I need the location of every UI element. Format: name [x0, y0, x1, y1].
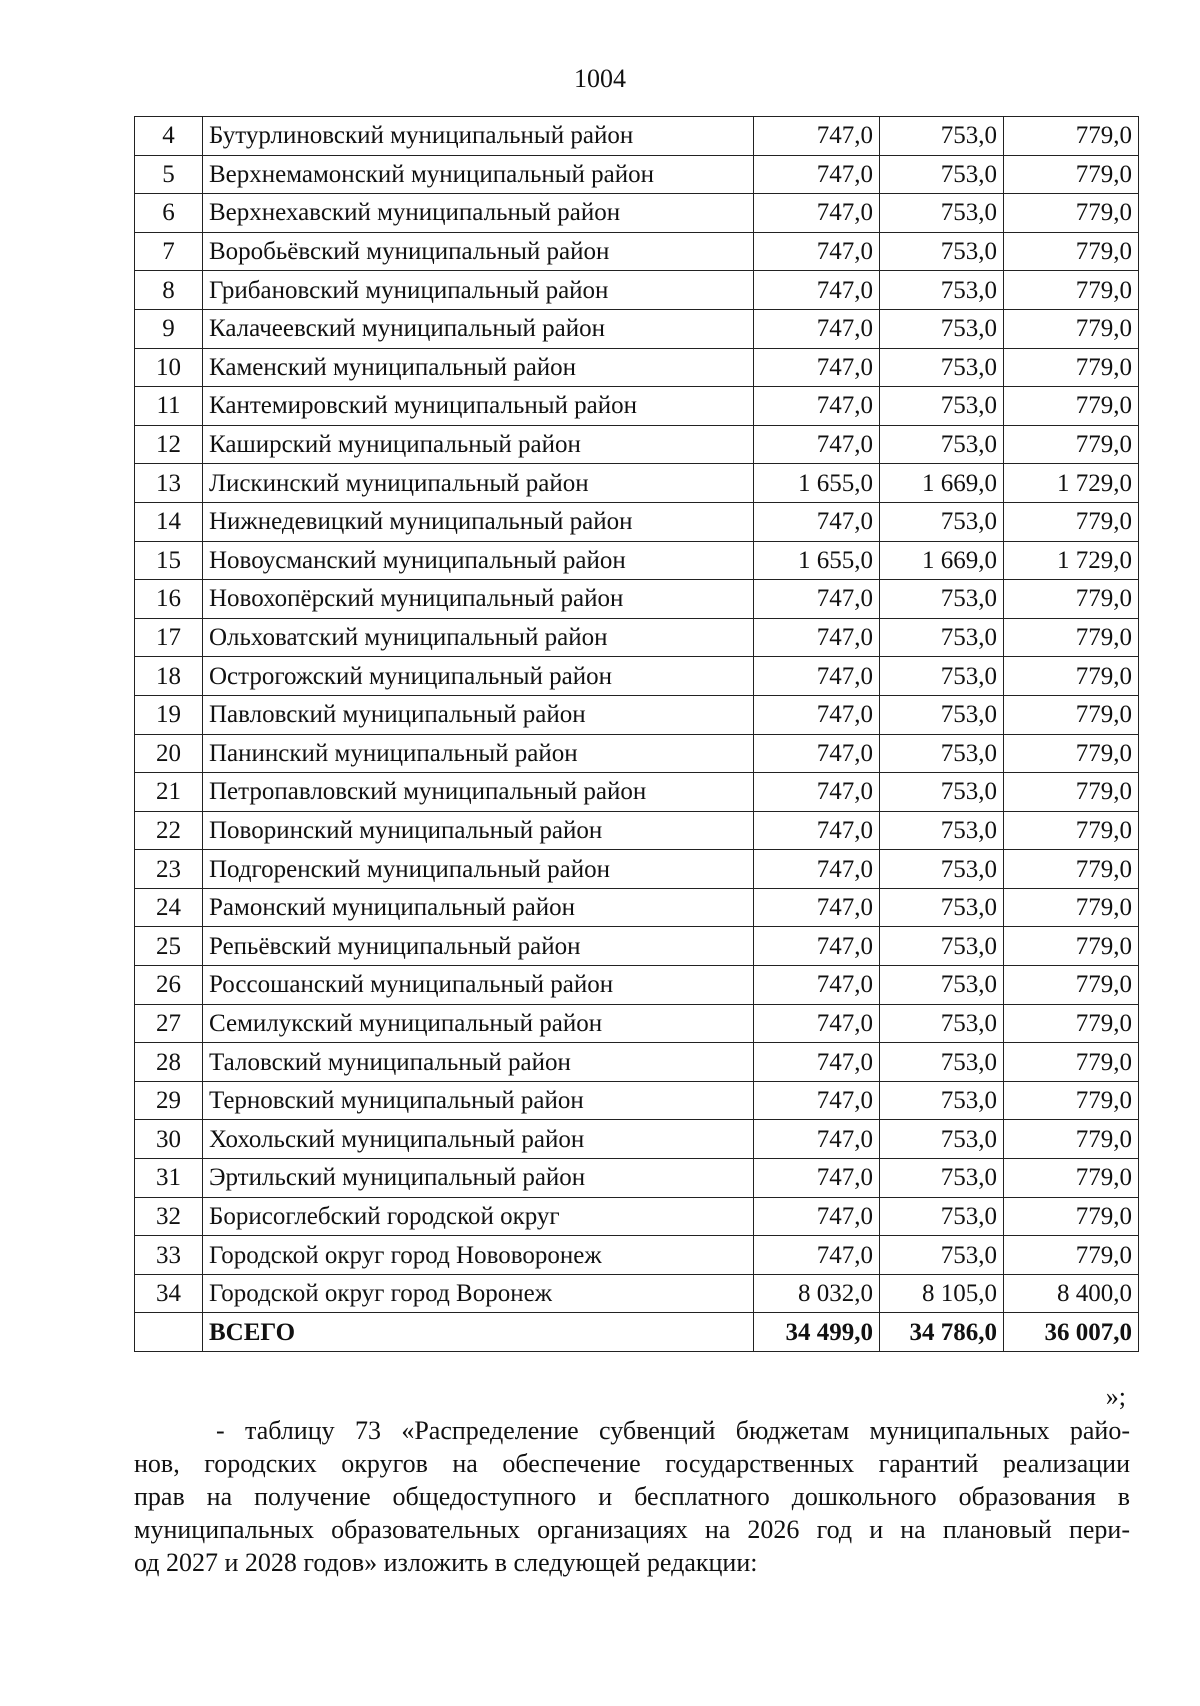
table-row	[135, 927, 1139, 966]
value-2027: 753,0	[880, 927, 1004, 966]
municipality-name: Рамонский муниципальный район	[203, 888, 754, 927]
value-2026: 747,0	[754, 695, 880, 734]
value-2027: 753,0	[880, 657, 1004, 696]
municipality-name: Борисоглебский городской округ	[203, 1197, 754, 1236]
table-row	[135, 425, 1139, 464]
table-row	[135, 1004, 1139, 1043]
table-row	[135, 194, 1139, 233]
paragraph-line: прав на получение общедоступного и бесплатного дошкольного образования в	[134, 1482, 1130, 1511]
municipality-name: Верхнемамонский муниципальный район	[203, 155, 754, 194]
municipality-name: Новоусманский муниципальный район	[203, 541, 754, 580]
value-2028: 779,0	[1004, 1120, 1139, 1159]
total-value-2028: 36 007,0	[1004, 1313, 1139, 1352]
municipality-name: Терновский муниципальный район	[203, 1081, 754, 1120]
value-2028: 779,0	[1004, 1081, 1139, 1120]
value-2028: 779,0	[1004, 155, 1139, 194]
municipality-name: Россошанский муниципальный район	[203, 966, 754, 1005]
value-2026: 747,0	[754, 1236, 880, 1275]
value-2026: 747,0	[754, 927, 880, 966]
value-2027: 753,0	[880, 695, 1004, 734]
value-2026: 747,0	[754, 1120, 880, 1159]
total-value-2026: 34 499,0	[754, 1313, 880, 1352]
value-2028: 779,0	[1004, 1159, 1139, 1198]
row-number: 30	[135, 1120, 203, 1159]
value-2027: 753,0	[880, 155, 1004, 194]
value-2027: 753,0	[880, 425, 1004, 464]
value-2026: 747,0	[754, 117, 880, 156]
value-2027: 753,0	[880, 1081, 1004, 1120]
table-row	[135, 580, 1139, 619]
municipality-name: Калачеевский муниципальный район	[203, 309, 754, 348]
value-2027: 753,0	[880, 618, 1004, 657]
subvention-table	[134, 116, 1139, 1352]
municipality-name: Репьёвский муниципальный район	[203, 927, 754, 966]
value-2028: 779,0	[1004, 1197, 1139, 1236]
value-2028: 779,0	[1004, 1236, 1139, 1275]
value-2028: 8 400,0	[1004, 1274, 1139, 1313]
table-row	[135, 657, 1139, 696]
table-row	[135, 1197, 1139, 1236]
value-2026: 747,0	[754, 425, 880, 464]
value-2026: 8 032,0	[754, 1274, 880, 1313]
value-2026: 747,0	[754, 811, 880, 850]
table-row	[135, 155, 1139, 194]
table-row	[135, 1274, 1139, 1313]
value-2028: 779,0	[1004, 657, 1139, 696]
row-number: 11	[135, 387, 203, 426]
value-2026: 747,0	[754, 1159, 880, 1198]
value-2027: 753,0	[880, 1004, 1004, 1043]
value-2028: 779,0	[1004, 734, 1139, 773]
amendment-paragraph	[134, 1414, 1130, 1579]
value-2026: 747,0	[754, 657, 880, 696]
value-2027: 753,0	[880, 580, 1004, 619]
table-row	[135, 773, 1139, 812]
total-value-2027: 34 786,0	[880, 1313, 1004, 1352]
value-2027: 753,0	[880, 387, 1004, 426]
row-number: 12	[135, 425, 203, 464]
closing-quote: »;	[1105, 1382, 1126, 1411]
value-2026: 747,0	[754, 1081, 880, 1120]
table-row	[135, 734, 1139, 773]
row-number: 8	[135, 271, 203, 310]
municipality-name: Новохопёрский муниципальный район	[203, 580, 754, 619]
table-row	[135, 618, 1139, 657]
table-row	[135, 117, 1139, 156]
value-2026: 747,0	[754, 618, 880, 657]
value-2028: 779,0	[1004, 348, 1139, 387]
value-2026: 1 655,0	[754, 464, 880, 503]
row-number: 4	[135, 117, 203, 156]
value-2028: 779,0	[1004, 232, 1139, 271]
table-body	[135, 117, 1139, 1352]
row-number: 5	[135, 155, 203, 194]
table-row	[135, 1043, 1139, 1082]
value-2027: 753,0	[880, 117, 1004, 156]
value-2028: 779,0	[1004, 271, 1139, 310]
table-row	[135, 464, 1139, 503]
municipality-name: Верхнехавский муниципальный район	[203, 194, 754, 233]
table-row	[135, 1081, 1139, 1120]
value-2026: 747,0	[754, 194, 880, 233]
value-2027: 753,0	[880, 232, 1004, 271]
row-number: 28	[135, 1043, 203, 1082]
row-number: 26	[135, 966, 203, 1005]
municipality-name: Эртильский муниципальный район	[203, 1159, 754, 1198]
value-2026: 747,0	[754, 309, 880, 348]
value-2026: 747,0	[754, 387, 880, 426]
row-number: 18	[135, 657, 203, 696]
municipality-name: Грибановский муниципальный район	[203, 271, 754, 310]
table-row	[135, 1159, 1139, 1198]
value-2028: 779,0	[1004, 618, 1139, 657]
value-2028: 779,0	[1004, 927, 1139, 966]
row-number: 17	[135, 618, 203, 657]
municipality-name: Поворинский муниципальный район	[203, 811, 754, 850]
municipality-name: Павловский муниципальный район	[203, 695, 754, 734]
municipality-name: Подгоренский муниципальный район	[203, 850, 754, 889]
value-2026: 747,0	[754, 271, 880, 310]
value-2026: 747,0	[754, 850, 880, 889]
row-number: 7	[135, 232, 203, 271]
paragraph-line: нов, городских округов на обеспечение государственных гарантий реализации	[134, 1449, 1130, 1478]
table-row	[135, 309, 1139, 348]
row-number: 16	[135, 580, 203, 619]
table-row	[135, 271, 1139, 310]
municipality-name: Ольховатский муниципальный район	[203, 618, 754, 657]
value-2028: 1 729,0	[1004, 541, 1139, 580]
value-2027: 753,0	[880, 348, 1004, 387]
paragraph-line: муниципальных образовательных организациях на 2026 год и на плановый пери-	[134, 1515, 1130, 1544]
table-row	[135, 348, 1139, 387]
value-2028: 779,0	[1004, 580, 1139, 619]
row-number: 22	[135, 811, 203, 850]
municipality-name: Острогожский муниципальный район	[203, 657, 754, 696]
value-2027: 753,0	[880, 1120, 1004, 1159]
value-2028: 779,0	[1004, 425, 1139, 464]
municipality-name: Воробьёвский муниципальный район	[203, 232, 754, 271]
row-number: 13	[135, 464, 203, 503]
value-2027: 753,0	[880, 966, 1004, 1005]
municipality-name: Лискинский муниципальный район	[203, 464, 754, 503]
value-2027: 8 105,0	[880, 1274, 1004, 1313]
value-2027: 1 669,0	[880, 464, 1004, 503]
value-2028: 779,0	[1004, 1043, 1139, 1082]
value-2027: 753,0	[880, 888, 1004, 927]
municipality-name: Бутурлиновский муниципальный район	[203, 117, 754, 156]
municipality-name: Кантемировский муниципальный район	[203, 387, 754, 426]
value-2028: 1 729,0	[1004, 464, 1139, 503]
municipality-name: Таловский муниципальный район	[203, 1043, 754, 1082]
table-row	[135, 695, 1139, 734]
row-number: 25	[135, 927, 203, 966]
value-2026: 747,0	[754, 773, 880, 812]
value-2027: 753,0	[880, 502, 1004, 541]
row-number: 27	[135, 1004, 203, 1043]
value-2028: 779,0	[1004, 850, 1139, 889]
value-2026: 747,0	[754, 888, 880, 927]
paragraph-line: од 2027 и 2028 годов» изложить в следующей редакции:	[134, 1548, 758, 1577]
value-2027: 1 669,0	[880, 541, 1004, 580]
municipality-name: Семилукский муниципальный район	[203, 1004, 754, 1043]
table-row	[135, 888, 1139, 927]
row-number: 6	[135, 194, 203, 233]
value-2028: 779,0	[1004, 811, 1139, 850]
total-num-cell	[135, 1313, 203, 1352]
row-number: 33	[135, 1236, 203, 1275]
table-row	[135, 232, 1139, 271]
value-2028: 779,0	[1004, 117, 1139, 156]
value-2026: 747,0	[754, 232, 880, 271]
municipality-name: Хохольский муниципальный район	[203, 1120, 754, 1159]
value-2028: 779,0	[1004, 309, 1139, 348]
row-number: 14	[135, 502, 203, 541]
value-2026: 747,0	[754, 1004, 880, 1043]
row-number: 15	[135, 541, 203, 580]
value-2028: 779,0	[1004, 773, 1139, 812]
value-2027: 753,0	[880, 734, 1004, 773]
municipality-name: Каменский муниципальный район	[203, 348, 754, 387]
table-row	[135, 502, 1139, 541]
row-number: 19	[135, 695, 203, 734]
value-2026: 747,0	[754, 502, 880, 541]
municipality-name: Нижнедевицкий муниципальный район	[203, 502, 754, 541]
total-label: ВСЕГО	[203, 1313, 754, 1352]
value-2027: 753,0	[880, 194, 1004, 233]
row-number: 23	[135, 850, 203, 889]
value-2026: 747,0	[754, 580, 880, 619]
table-row	[135, 1120, 1139, 1159]
paragraph-line: - таблицу 73 «Распределение субвенций бюджетам муниципальных райо-	[216, 1416, 1130, 1445]
row-number: 21	[135, 773, 203, 812]
value-2026: 747,0	[754, 155, 880, 194]
page-number: 1004	[574, 64, 626, 93]
value-2027: 753,0	[880, 850, 1004, 889]
value-2026: 747,0	[754, 1043, 880, 1082]
table-row	[135, 811, 1139, 850]
row-number: 20	[135, 734, 203, 773]
value-2026: 1 655,0	[754, 541, 880, 580]
municipality-name: Каширский муниципальный район	[203, 425, 754, 464]
value-2027: 753,0	[880, 811, 1004, 850]
row-number: 29	[135, 1081, 203, 1120]
table-row	[135, 1236, 1139, 1275]
value-2028: 779,0	[1004, 194, 1139, 233]
row-number: 24	[135, 888, 203, 927]
row-number: 34	[135, 1274, 203, 1313]
table-row	[135, 541, 1139, 580]
value-2028: 779,0	[1004, 966, 1139, 1005]
value-2027: 753,0	[880, 271, 1004, 310]
row-number: 10	[135, 348, 203, 387]
value-2026: 747,0	[754, 348, 880, 387]
value-2027: 753,0	[880, 1236, 1004, 1275]
value-2028: 779,0	[1004, 502, 1139, 541]
row-number: 32	[135, 1197, 203, 1236]
value-2027: 753,0	[880, 1043, 1004, 1082]
value-2028: 779,0	[1004, 387, 1139, 426]
municipality-name: Петропавловский муниципальный район	[203, 773, 754, 812]
value-2028: 779,0	[1004, 695, 1139, 734]
table-total-row	[135, 1313, 1139, 1352]
row-number: 9	[135, 309, 203, 348]
value-2026: 747,0	[754, 734, 880, 773]
value-2028: 779,0	[1004, 1004, 1139, 1043]
table-row	[135, 850, 1139, 889]
municipality-name: Панинский муниципальный район	[203, 734, 754, 773]
table-row	[135, 387, 1139, 426]
value-2026: 747,0	[754, 1197, 880, 1236]
table-row	[135, 966, 1139, 1005]
value-2026: 747,0	[754, 966, 880, 1005]
value-2027: 753,0	[880, 1197, 1004, 1236]
municipality-name: Городской округ город Воронеж	[203, 1274, 754, 1313]
value-2027: 753,0	[880, 309, 1004, 348]
municipality-name: Городской округ город Нововоронеж	[203, 1236, 754, 1275]
value-2027: 753,0	[880, 773, 1004, 812]
row-number: 31	[135, 1159, 203, 1198]
value-2028: 779,0	[1004, 888, 1139, 927]
value-2027: 753,0	[880, 1159, 1004, 1198]
